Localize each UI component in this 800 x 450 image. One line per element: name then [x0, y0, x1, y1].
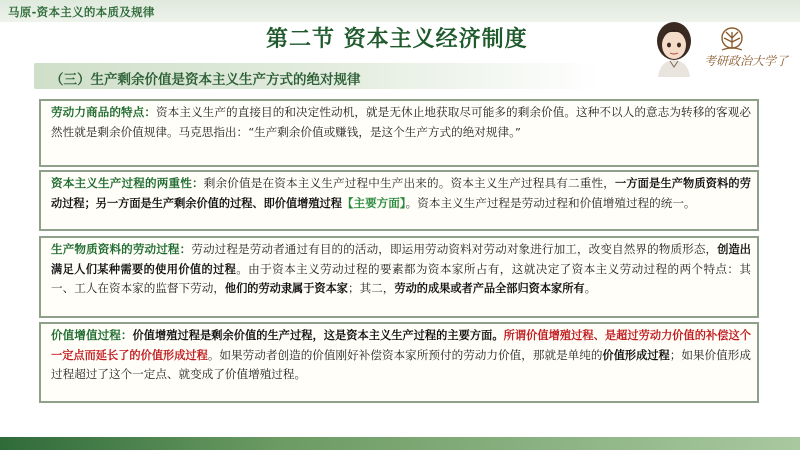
box-text: 。由于资本主义劳动过程的要素都为资本家所占有，这就决定了资本主义劳动过程的两个特点：其一、工人在资本家的监督下劳动， — [51, 261, 751, 295]
box-text: 。如果劳动者创造的价值刚好补偿资本家所预付的劳动力价值，那就是单纯的 — [207, 347, 603, 362]
box-bold-text: 价值形成过程 — [602, 348, 670, 362]
box-title: 劳动力商品的特点： — [51, 105, 157, 119]
box-bold-text: 他们的劳动隶属于资本家 — [224, 282, 348, 295]
content-box-labor-process — [39, 236, 759, 318]
box-bold-text: 创造出满足人们某种需要的使用价值的过程 — [51, 243, 751, 276]
subtitle: （三）生产剩余价值是资本主义生产方式的绝对规律 — [50, 72, 361, 88]
content-box-labor-commodity — [39, 99, 759, 167]
box-text: 剩余价值是在资本主义生产过程中生产出来的。资本主义生产过程具有二重性， — [203, 176, 615, 190]
section-title: 第二节 资本主义经济制度 — [266, 27, 528, 52]
box-bold-text: 劳动的成果或者产品全部归资本家所有 — [394, 282, 585, 295]
box-title: 资本主义生产过程的两重性： — [51, 176, 204, 190]
box-title: 生产物质资料的劳动过程： — [51, 242, 192, 256]
content-box-value-increment — [39, 322, 759, 403]
box-title: 价值增值过程： — [51, 328, 133, 342]
bottom-bar — [0, 437, 800, 450]
course-title: 马原-资本主义的本质及规律 — [8, 5, 155, 19]
box-text: ；如果价值形成过程超过了这个一定点、就变成了价值增殖过程。 — [51, 347, 751, 381]
box-bold-text: 价值增殖过程是剩余价值的生产过程，这是资本主义生产过程的主要方面。 — [132, 329, 504, 342]
box-text: 。资本主义生产过程是劳动过程和价值增殖过程的统一。 — [405, 195, 696, 210]
main-aspect-tag: 【主要方面】 — [341, 195, 406, 210]
box-text: 资本主义生产的直接目的和决定性动机，就是无休止地获取尽可能多的剩余价值。这种不以人的意志为转移的客观必然性就是剩余价值规律。马克思指出：“生产剩余价值或赚钱，是这个生产方式的绝对规律。” — [51, 105, 751, 139]
box-text: 。 — [584, 281, 597, 295]
box-text: 劳动过程是劳动者通过有目的的活动，即运用劳动资料对劳动对象进行加工，改变自然界的物质形态， — [191, 242, 718, 256]
box-text: ；其二， — [348, 281, 395, 295]
content-box-dual-nature — [39, 170, 759, 231]
box-bold-text: 一方面是生产物质资料的劳动过程；另一方面是生产剩余价值的过程、即价值增殖过程 — [51, 177, 751, 210]
logo-text: 考研政治大学了 — [704, 54, 789, 68]
highlight-red-text: 所谓价值增殖过程、是超过劳动力价值的补偿这个一定点而延长了的价值形成过程 — [51, 329, 751, 362]
teacher-avatar-illustration — [648, 17, 700, 77]
